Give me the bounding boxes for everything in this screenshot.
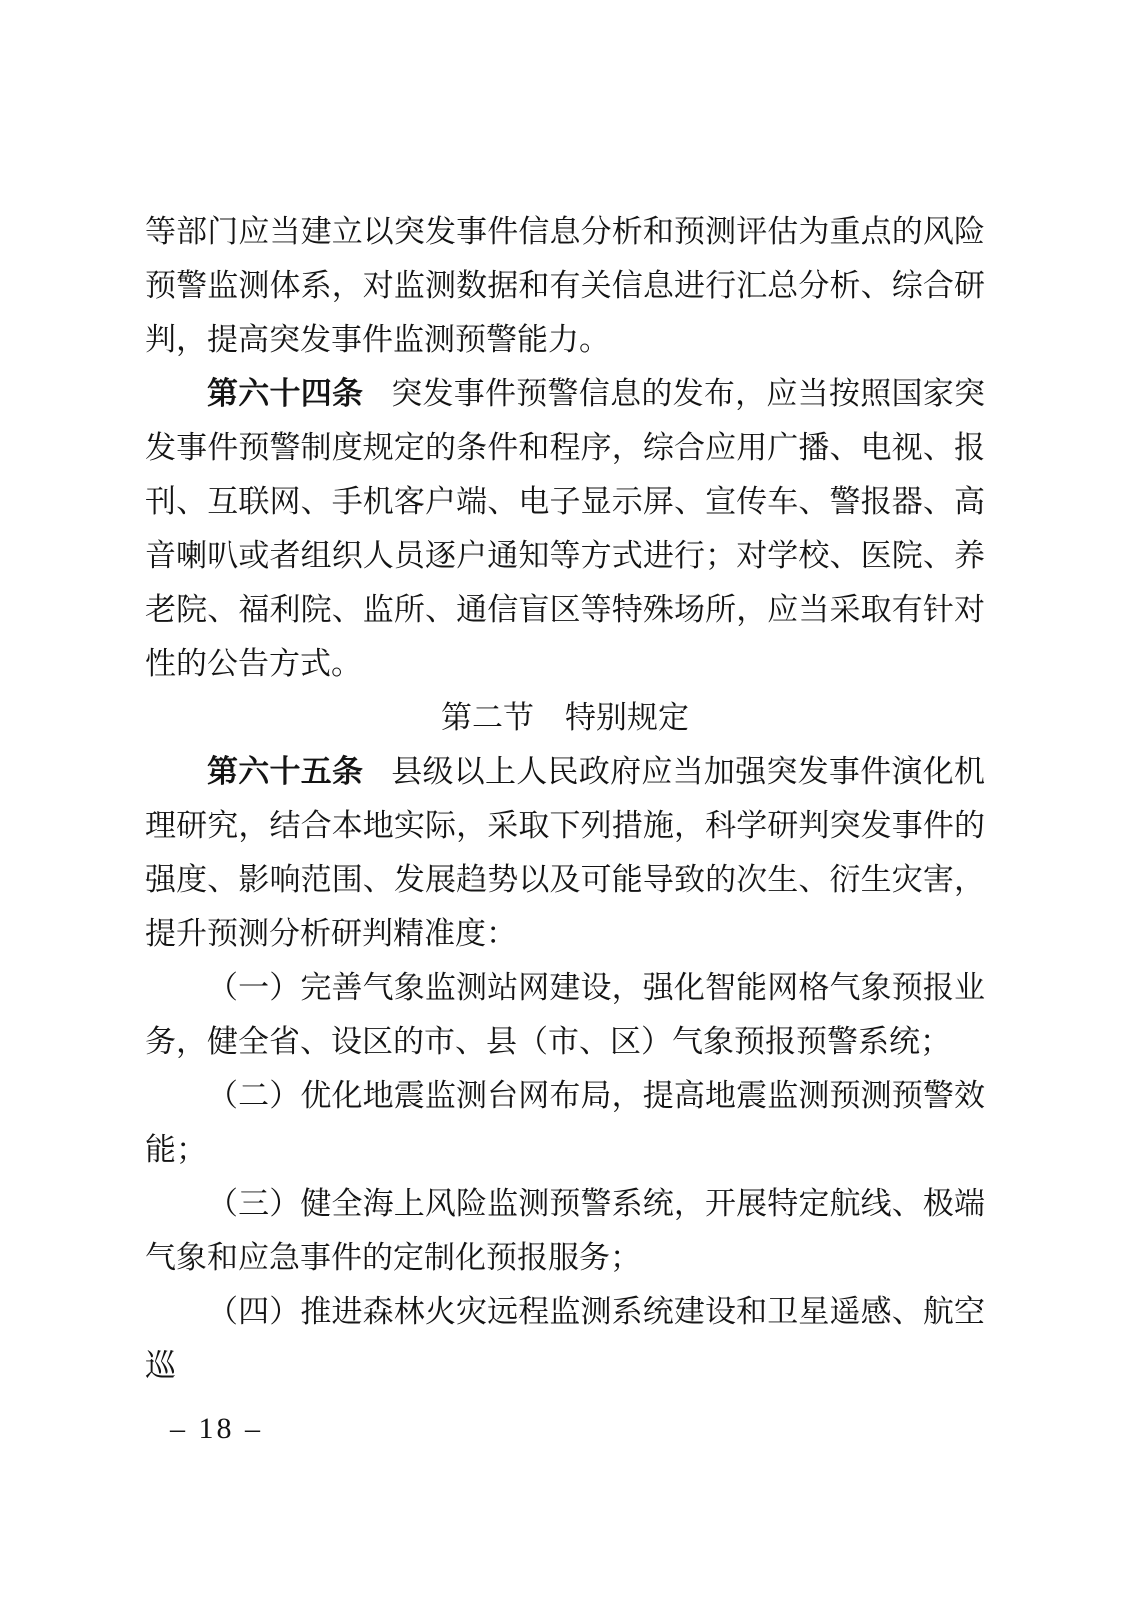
list-item-2-text: （二）优化地震监测台网布局，提高地震监测预测预警效能；: [145, 1078, 985, 1167]
article-64-body: 突发事件预警信息的发布，应当按照国家突发事件预警制度规定的条件和程序，综合应用广播、电视、报刊、互联网、手机客户端、电子显示屏、宣传车、警报器、高音喇叭或者组织人员逐户通知等方式进行；对学校、医院、养老院、福利院、监所、通信盲区等特殊场所，应当采取有针对性的公告方式。: [145, 376, 985, 681]
article-65-number: 第六十五条: [207, 754, 364, 789]
paragraph-continuation-text: 等部门应当建立以突发事件信息分析和预测评估为重点的风险预警监测体系，对监测数据和有关信息进行汇总分析、综合研判，提高突发事件监测预警能力。: [145, 214, 985, 357]
list-item-3-text: （三）健全海上风险监测预警系统，开展特定航线、极端气象和应急事件的定制化预报服务；: [145, 1186, 985, 1275]
paragraph-article-64: [145, 367, 985, 691]
article-64-number: 第六十四条: [207, 376, 364, 411]
list-item-4-text: （四）推进森林火灾远程监测系统建设和卫星遥感、航空巡: [145, 1294, 985, 1383]
section-heading: [145, 691, 985, 745]
list-item-4: [145, 1285, 985, 1393]
section-heading-text: 第二节 特别规定: [441, 700, 689, 735]
paragraph-continuation: [145, 205, 985, 367]
page-number: – 18 –: [170, 1412, 263, 1445]
list-item-1: [145, 961, 985, 1069]
paragraph-article-65: [145, 745, 985, 961]
list-item-1-text: （一）完善气象监测站网建设，强化智能网格气象预报业务，健全省、设区的市、县（市、区）气象预报预警系统；: [145, 970, 985, 1059]
document-body: [145, 205, 985, 1393]
article-65-body: 县级以上人民政府应当加强突发事件演化机理研究，结合本地实际，采取下列措施，科学研判突发事件的强度、影响范围、发展趋势以及可能导致的次生、衍生灾害，提升预测分析研判精准度：: [145, 754, 985, 951]
list-item-3: [145, 1177, 985, 1285]
list-item-2: [145, 1069, 985, 1177]
